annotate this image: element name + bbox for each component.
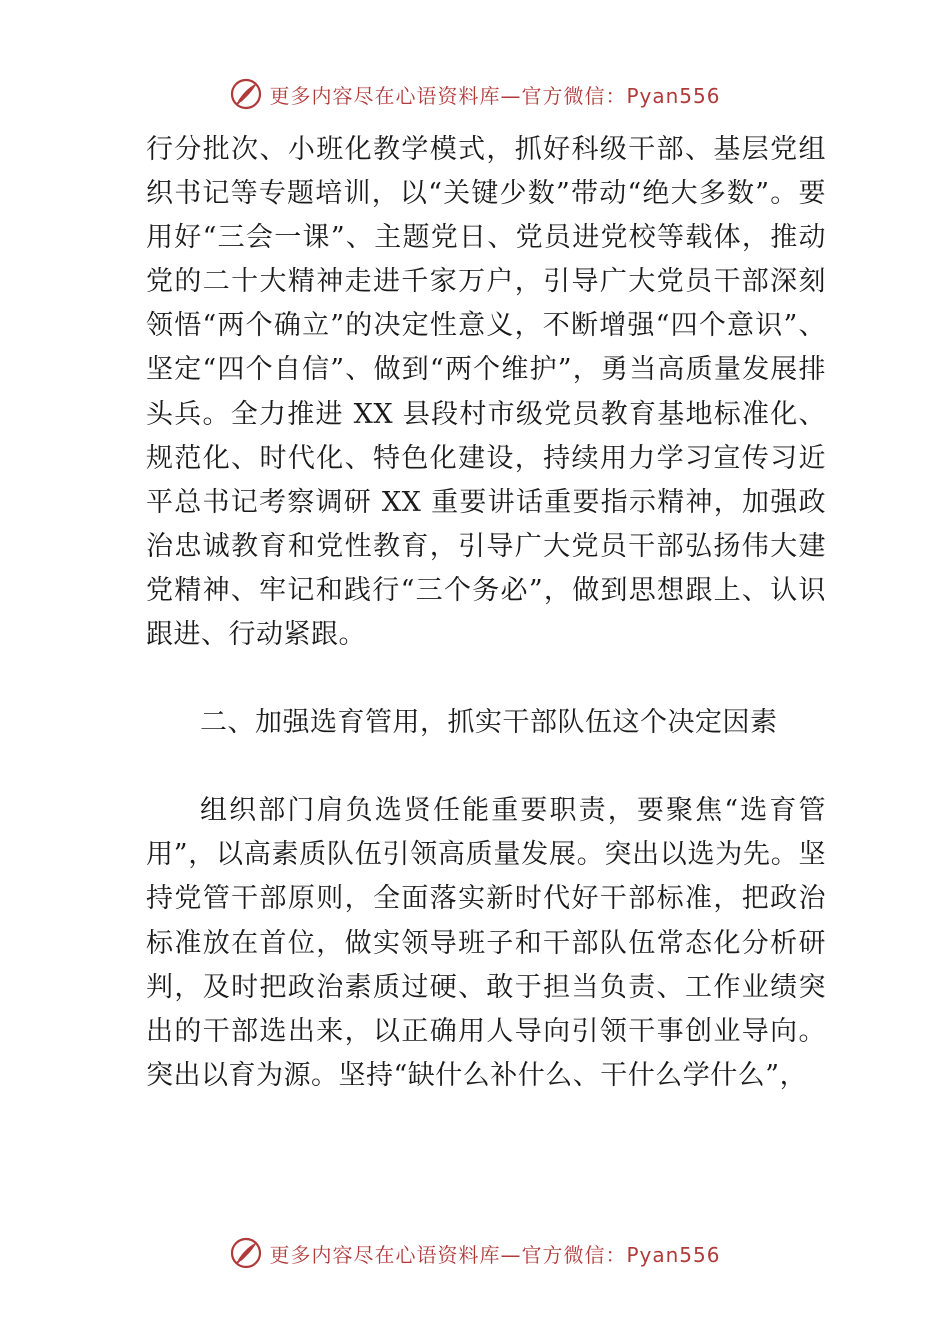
document-body	[146, 128, 826, 1098]
header-watermark	[0, 74, 950, 114]
paragraph-1: 行分批次、小班化教学模式，抓好科级干部、基层党组织书记等专题培训，以“关键少数”带动“绝大多数”。要用好“三会一课”、主题党日、党员进党校等载体，推动党的二十大精神走进千家万户，引导广大党员干部深刻领悟“两个确立”的决定性意义，不断增强“四个意识”、坚定“四个自信”、做到“两个维护”，勇当高质量发展排头兵。全力推进 XX 县段村市级党员教育基地标准化、规范化、时代化、特色化建设，持续用力学习宣传习近平总书记考察调研 XX 重要讲话重要指示精神，加强政治忠诚教育和党性教育，引导广大党员干部弘扬伟大建党精神、牢记和践行“三个务必”，做到思想跟上、认识跟进、行动紧跟。	[146, 134, 826, 651]
quill-seal-icon	[229, 77, 263, 111]
section-heading-2: 二、加强选育管用，抓实干部队伍这个决定因素	[200, 707, 778, 739]
paragraph-2: 组织部门肩负选贤任能重要职责，要聚焦“选育管用”，以高素质队伍引领高质量发展。突出以选为先。坚持党管干部原则，全面落实新时代好干部标准，把政治标准放在首位，做实领导班子和干部队伍常态化分析研判，及时把政治素质过硬、敢于担当负责、工作业绩突出的干部选出来，以正确用人导向引领干事创业导向。突出以育为源。坚持“缺什么补什么、干什么学什么”，	[146, 795, 826, 1091]
footer-watermark-text: 更多内容尽在心语资料库—官方微信：Pyan556	[269, 1242, 721, 1267]
footer-watermark	[0, 1233, 950, 1273]
quill-seal-icon	[229, 1236, 263, 1270]
header-watermark-text: 更多内容尽在心语资料库—官方微信：Pyan556	[269, 83, 721, 108]
